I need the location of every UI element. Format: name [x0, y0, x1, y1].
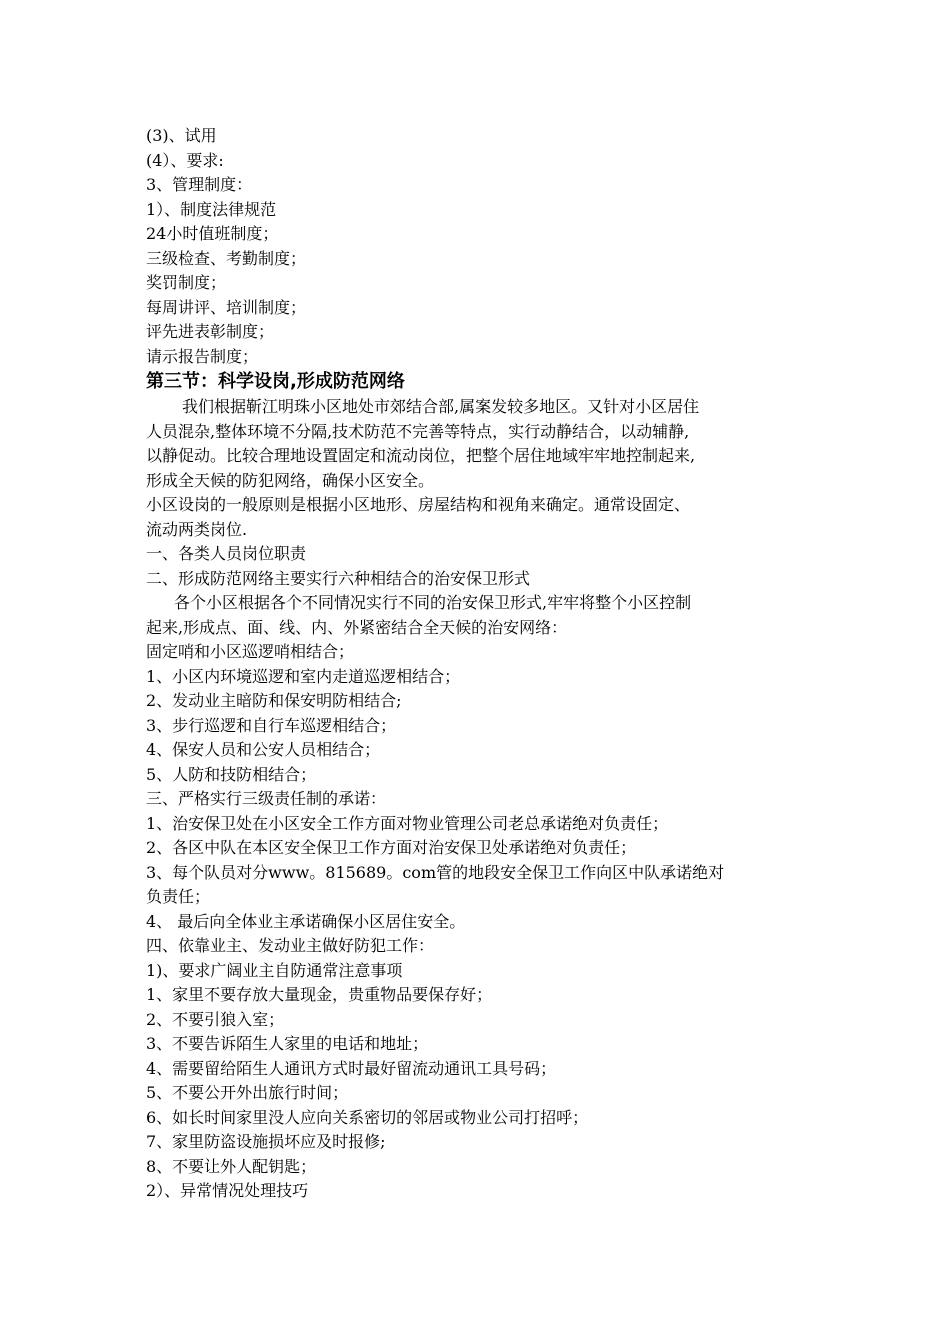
- paragraph-line: 起来,形成点、面、线、内、外紧密结合全天候的治安网络：: [146, 617, 568, 637]
- list-item: 2、不要引狼入室；: [146, 1009, 285, 1029]
- text-line: 每周讲评、培训制度；: [146, 297, 307, 317]
- list-heading: 三、严格实行三级责任制的承诺：: [146, 789, 387, 808]
- text-line: (3)、试用: [146, 126, 217, 145]
- text-line: (4）、要求:: [146, 150, 224, 170]
- list-item: 负责任；: [146, 887, 211, 906]
- paragraph-line: 形成全天候的防犯网络，确保小区安全。: [146, 470, 435, 490]
- text-line: 三级检查、考勤制度；: [146, 248, 307, 268]
- paragraph-line: 小区设岗的一般原则是根据小区地形、房屋结构和视角来确定。通常设固定、: [146, 495, 691, 514]
- sub-heading: 1)、要求广阔业主自防通常注意事项: [146, 960, 403, 980]
- list-item: 4、 最后向全体业主承诺确保小区居住安全。: [146, 911, 466, 931]
- list-item: 4、保安人员和公安人员相结合；: [146, 740, 381, 759]
- sub-heading: 2）、异常情况处理技巧: [146, 1181, 309, 1200]
- list-item: 4、需要留给陌生人通讯方式时最好留流动通讯工具号码；: [146, 1058, 557, 1078]
- list-item: 2、各区中队在本区安全保卫工作方面对治安保卫处承诺绝对负责任；: [146, 838, 637, 857]
- list-item: 2、发动业主暗防和保安明防相结合;: [146, 691, 402, 710]
- paragraph-line: 各个小区根据各个不同情况实行不同的治安保卫形式,牢牢将整个小区控制: [174, 593, 692, 612]
- list-heading: 四、依靠业主、发动业主做好防犯工作：: [146, 936, 435, 955]
- list-item: 3、不要告诉陌生人家里的电话和地址；: [146, 1034, 429, 1053]
- text-line: 请示报告制度；: [146, 346, 259, 366]
- list-item: 8、不要让外人配钥匙；: [146, 1156, 317, 1176]
- paragraph-line: 流动两类岗位.: [146, 519, 248, 539]
- paragraph-line: 以静促动。比较合理地设置固定和流动岗位，把整个居住地域牢牢地控制起来,: [146, 446, 696, 465]
- list-item: 3、步行巡逻和自行车巡逻相结合；: [146, 715, 397, 735]
- text-line: 奖罚制度；: [146, 273, 227, 292]
- text-line: 24小时值班制度；: [146, 224, 279, 243]
- list-heading: 一、各类人员岗位职责: [146, 544, 307, 563]
- list-item: 1、小区内环境巡逻和室内走道巡逻相结合；: [146, 666, 461, 686]
- list-item: 5、人防和技防相结合；: [146, 764, 317, 784]
- text-line: 1）、制度法律规范: [146, 199, 277, 219]
- list-item: 1、家里不要存放大量现金，贵重物品要保存好；: [146, 985, 493, 1004]
- paragraph-line: 人员混杂,整体环境不分隔,技术防范不完善等特点，实行动静结合，以动辅静,: [146, 421, 690, 441]
- list-item: 3、每个队员对分www。815689。com管的地段安全保卫工作向区中队承诺绝对: [146, 862, 725, 882]
- list-item: 5、不要公开外出旅行时间；: [146, 1083, 349, 1102]
- section-heading: 第三节：科学设岗,形成防范网络: [146, 371, 405, 392]
- document-body: [146, 124, 810, 1204]
- text-line: 3、管理制度：: [146, 175, 253, 194]
- list-item: 7、家里防盗设施损坏应及时报修;: [146, 1132, 386, 1151]
- paragraph-line: 我们根据靳江明珠小区地处市郊结合部,属案发较多地区。又针对小区居住: [182, 397, 700, 416]
- list-item: 1、治安保卫处在小区安全工作方面对物业管理公司老总承诺绝对负责任；: [146, 813, 669, 833]
- list-item: 6、如长时间家里没人应向关系密切的邻居或物业公司打招呼；: [146, 1107, 589, 1127]
- text-line: 评先进表彰制度；: [146, 322, 275, 341]
- list-heading: 二、形成防范网络主要实行六种相结合的治安保卫形式: [146, 568, 531, 588]
- list-item: 固定哨和小区巡逻哨相结合；: [146, 642, 355, 661]
